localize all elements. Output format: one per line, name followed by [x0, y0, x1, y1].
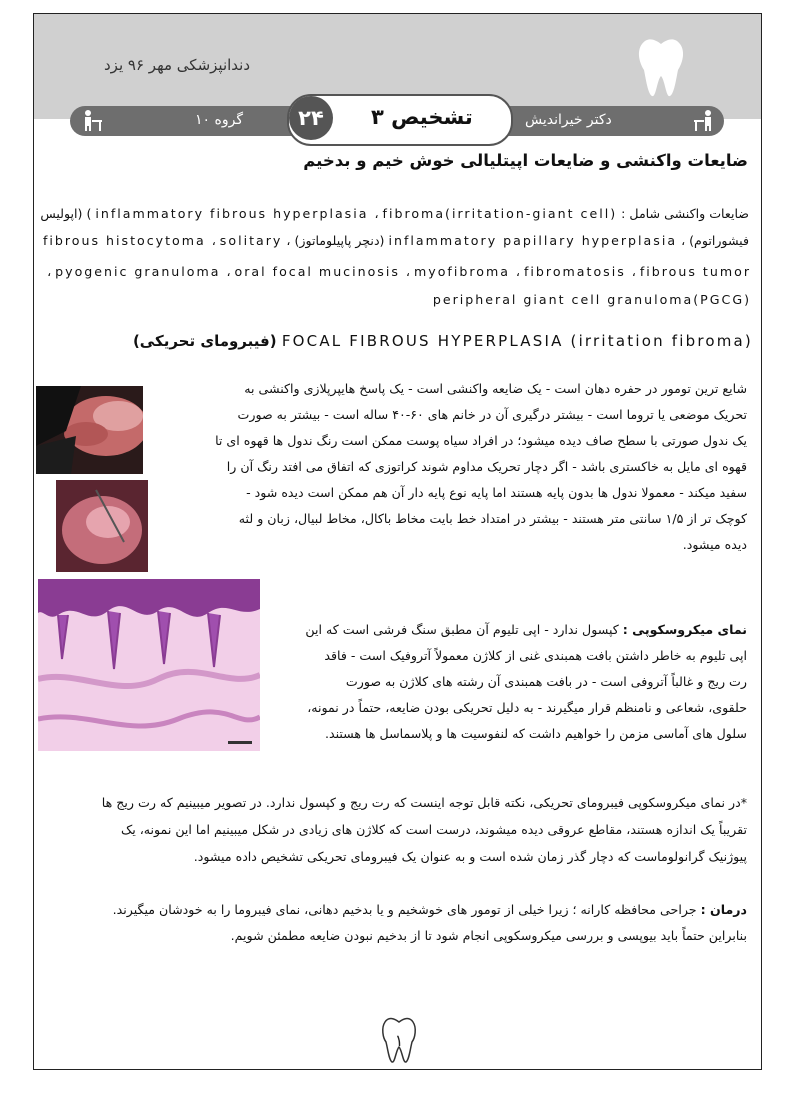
microscopy-line: اپی تلیوم به خاطر داشتن بافت همبندی غنی از کلاژن معمولاً آتروفیک است - فاقد: [324, 648, 747, 663]
reactive-line-2: [43, 233, 749, 248]
reactive-denture: (دنچر پاپیلوماتوز) ،: [286, 233, 385, 248]
microscopy-line: [277, 617, 747, 643]
reactive-line-3: [47, 264, 751, 279]
section-number-badge: ۲۴: [289, 96, 333, 140]
reactive-line-4: [433, 292, 751, 307]
description-line: سفید میکند - معمولا ندول ها بدون پایه هستند اما پایه نوع پایه دار آن هم ممکن است دیده شود -: [246, 485, 747, 500]
note-line: تقریباً یک اندازه هستند، مقاطع عروقی دیده میشوند، درست است که کلاژن های زیادی در شکل میبینیم اما این نمونه، یک: [120, 822, 747, 837]
treatment-line: [42, 897, 747, 923]
microscopy-line: حلقوی، شعاعی و نامنظم قرار میگیرند - به دلیل تحریکی بودن ضایعه، حتماً در نمونه،: [307, 700, 747, 715]
description-line: تحریک موضعی یا تروما است - بیشتر درگیری آن در خانم های ۶۰-۴۰ ساله است - بیشتر به صورت: [237, 407, 747, 422]
reactive-list-en-2: inflammatory papillary hyperplasia: [388, 233, 678, 248]
reactive-list-en-4: ، pyogenic granuloma ، oral focal mucinosis ، myofibroma ، fibromatosis ، fibrous tumor: [47, 264, 751, 279]
tooth-icon: [634, 36, 688, 98]
diagnosis-tab: [287, 94, 513, 146]
section-heading-fa: (فیبرومای تحریکی): [132, 332, 277, 350]
description-line: یک ندول صورتی با سطح صاف دیده میشود؛ در افراد سیاه پوست ممکن است رنگ ندول ها قهوه ای تا: [215, 433, 747, 448]
diagnosis-title: تشخیص ۳: [371, 105, 473, 129]
reactive-list-en-5: peripheral giant cell granuloma(PGCG): [432, 292, 751, 307]
page-number-tooth-icon: [379, 1016, 419, 1064]
page-frame: [33, 13, 762, 1070]
section-heading: [133, 332, 753, 350]
reactive-line-1: [40, 206, 749, 221]
treatment-first: جراحی محافظه کارانه ؛ زیرا خیلی از تومور های خوشخیم و یا بدخیم دهانی، نمای فیبروما را به خودشان میگیرند.: [112, 902, 697, 917]
description-line: قهوه ای مایل به خاکستری باشد - اگر دچار تحریک مداوم شوند کراتوزی که اتفاق می افتد رنگ آن را: [226, 459, 747, 474]
note-line: پیوژنیک گرانولوماست که دچار گذر زمان شده است و به عنوان یک فیبرومای تحریکی تشخیص داده میشود.: [193, 849, 747, 864]
teacher-at-desk-icon: [80, 109, 104, 133]
page-title: ضایعات واکنشی و ضایعات اپیتلیالی خوش خیم و بدخیم: [303, 151, 748, 170]
reactive-list-en-1: ( inflammatory fibrous hyperplasia ، fibroma(irritation-giant cell): [86, 206, 618, 221]
reactive-intro: ضایعات واکنشی شامل :: [621, 206, 749, 221]
school-label: دندانپزشکی مهر ۹۶ یزد: [104, 56, 251, 74]
section-heading-en: FOCAL FIBROUS HYPERPLASIA (irritation fibroma): [281, 332, 753, 350]
description-line: شایع ترین تومور در حفره دهان است - یک ضایعه واکنشی است - یک پاسخ هایپرپلازی واکنشی به: [244, 381, 747, 396]
clinical-photo-tongue-nodule: [56, 480, 148, 572]
treatment-paragraph: [42, 897, 747, 949]
treatment-line: بنابراین حتماً باید بیوپسی و بررسی میکروسکوپی انجام شود تا از بدخیم نبودن ضایعه مطمئن شویم.: [230, 928, 747, 943]
microscopy-paragraph: [277, 617, 747, 747]
description-line: دیده میشود.: [682, 537, 747, 552]
reactive-fissuratum: فیشوراتوم) ،: [681, 233, 749, 248]
microscopy-line: رت ریج و غالباً آتروفی است - در بافت همبندی آن رشته های کلاژن به صورت: [345, 674, 747, 689]
description-paragraph: [147, 376, 747, 558]
group-label: گروه ۱۰: [195, 112, 243, 128]
histology-micrograph-he-stain: [38, 579, 260, 751]
microscopy-first: کپسول ندارد - اپی تلیوم آن مطبق سنگ فرشی است که این: [305, 622, 619, 637]
reactive-list-en-3: fibrous histocytoma ، solitary: [42, 233, 283, 248]
description-line: کوچک تر از ۱/۵ سانتی متر هستند - بیشتر در امتداد خط بایت مخاط باکال، مخاط لبیال، زبان و لثه: [238, 511, 747, 526]
reactive-epulis: (اپولیس: [40, 206, 83, 221]
note-paragraph: [42, 789, 747, 870]
microscopy-label: نمای میکروسکوپی :: [622, 622, 747, 637]
teacher-label: دکتر خیراندیش: [525, 112, 612, 128]
clinical-photo-gloved-hand-lip: [36, 386, 143, 474]
microscopy-line: سلول های آماسی مزمن را خواهیم داشت که لنفوسیت ها و پلاسماسل ها هستند.: [324, 726, 747, 741]
page-number: ۱: [394, 1031, 404, 1050]
teacher-at-desk-icon: [692, 109, 716, 133]
note-line: *در نمای میکروسکوپی فیبرومای تحریکی، نکته قابل توجه اینست که رت ریج و کپسول ندارد. در تصویر میبینیم که رت ریج ها: [101, 795, 747, 810]
treatment-label: درمان :: [700, 902, 747, 917]
